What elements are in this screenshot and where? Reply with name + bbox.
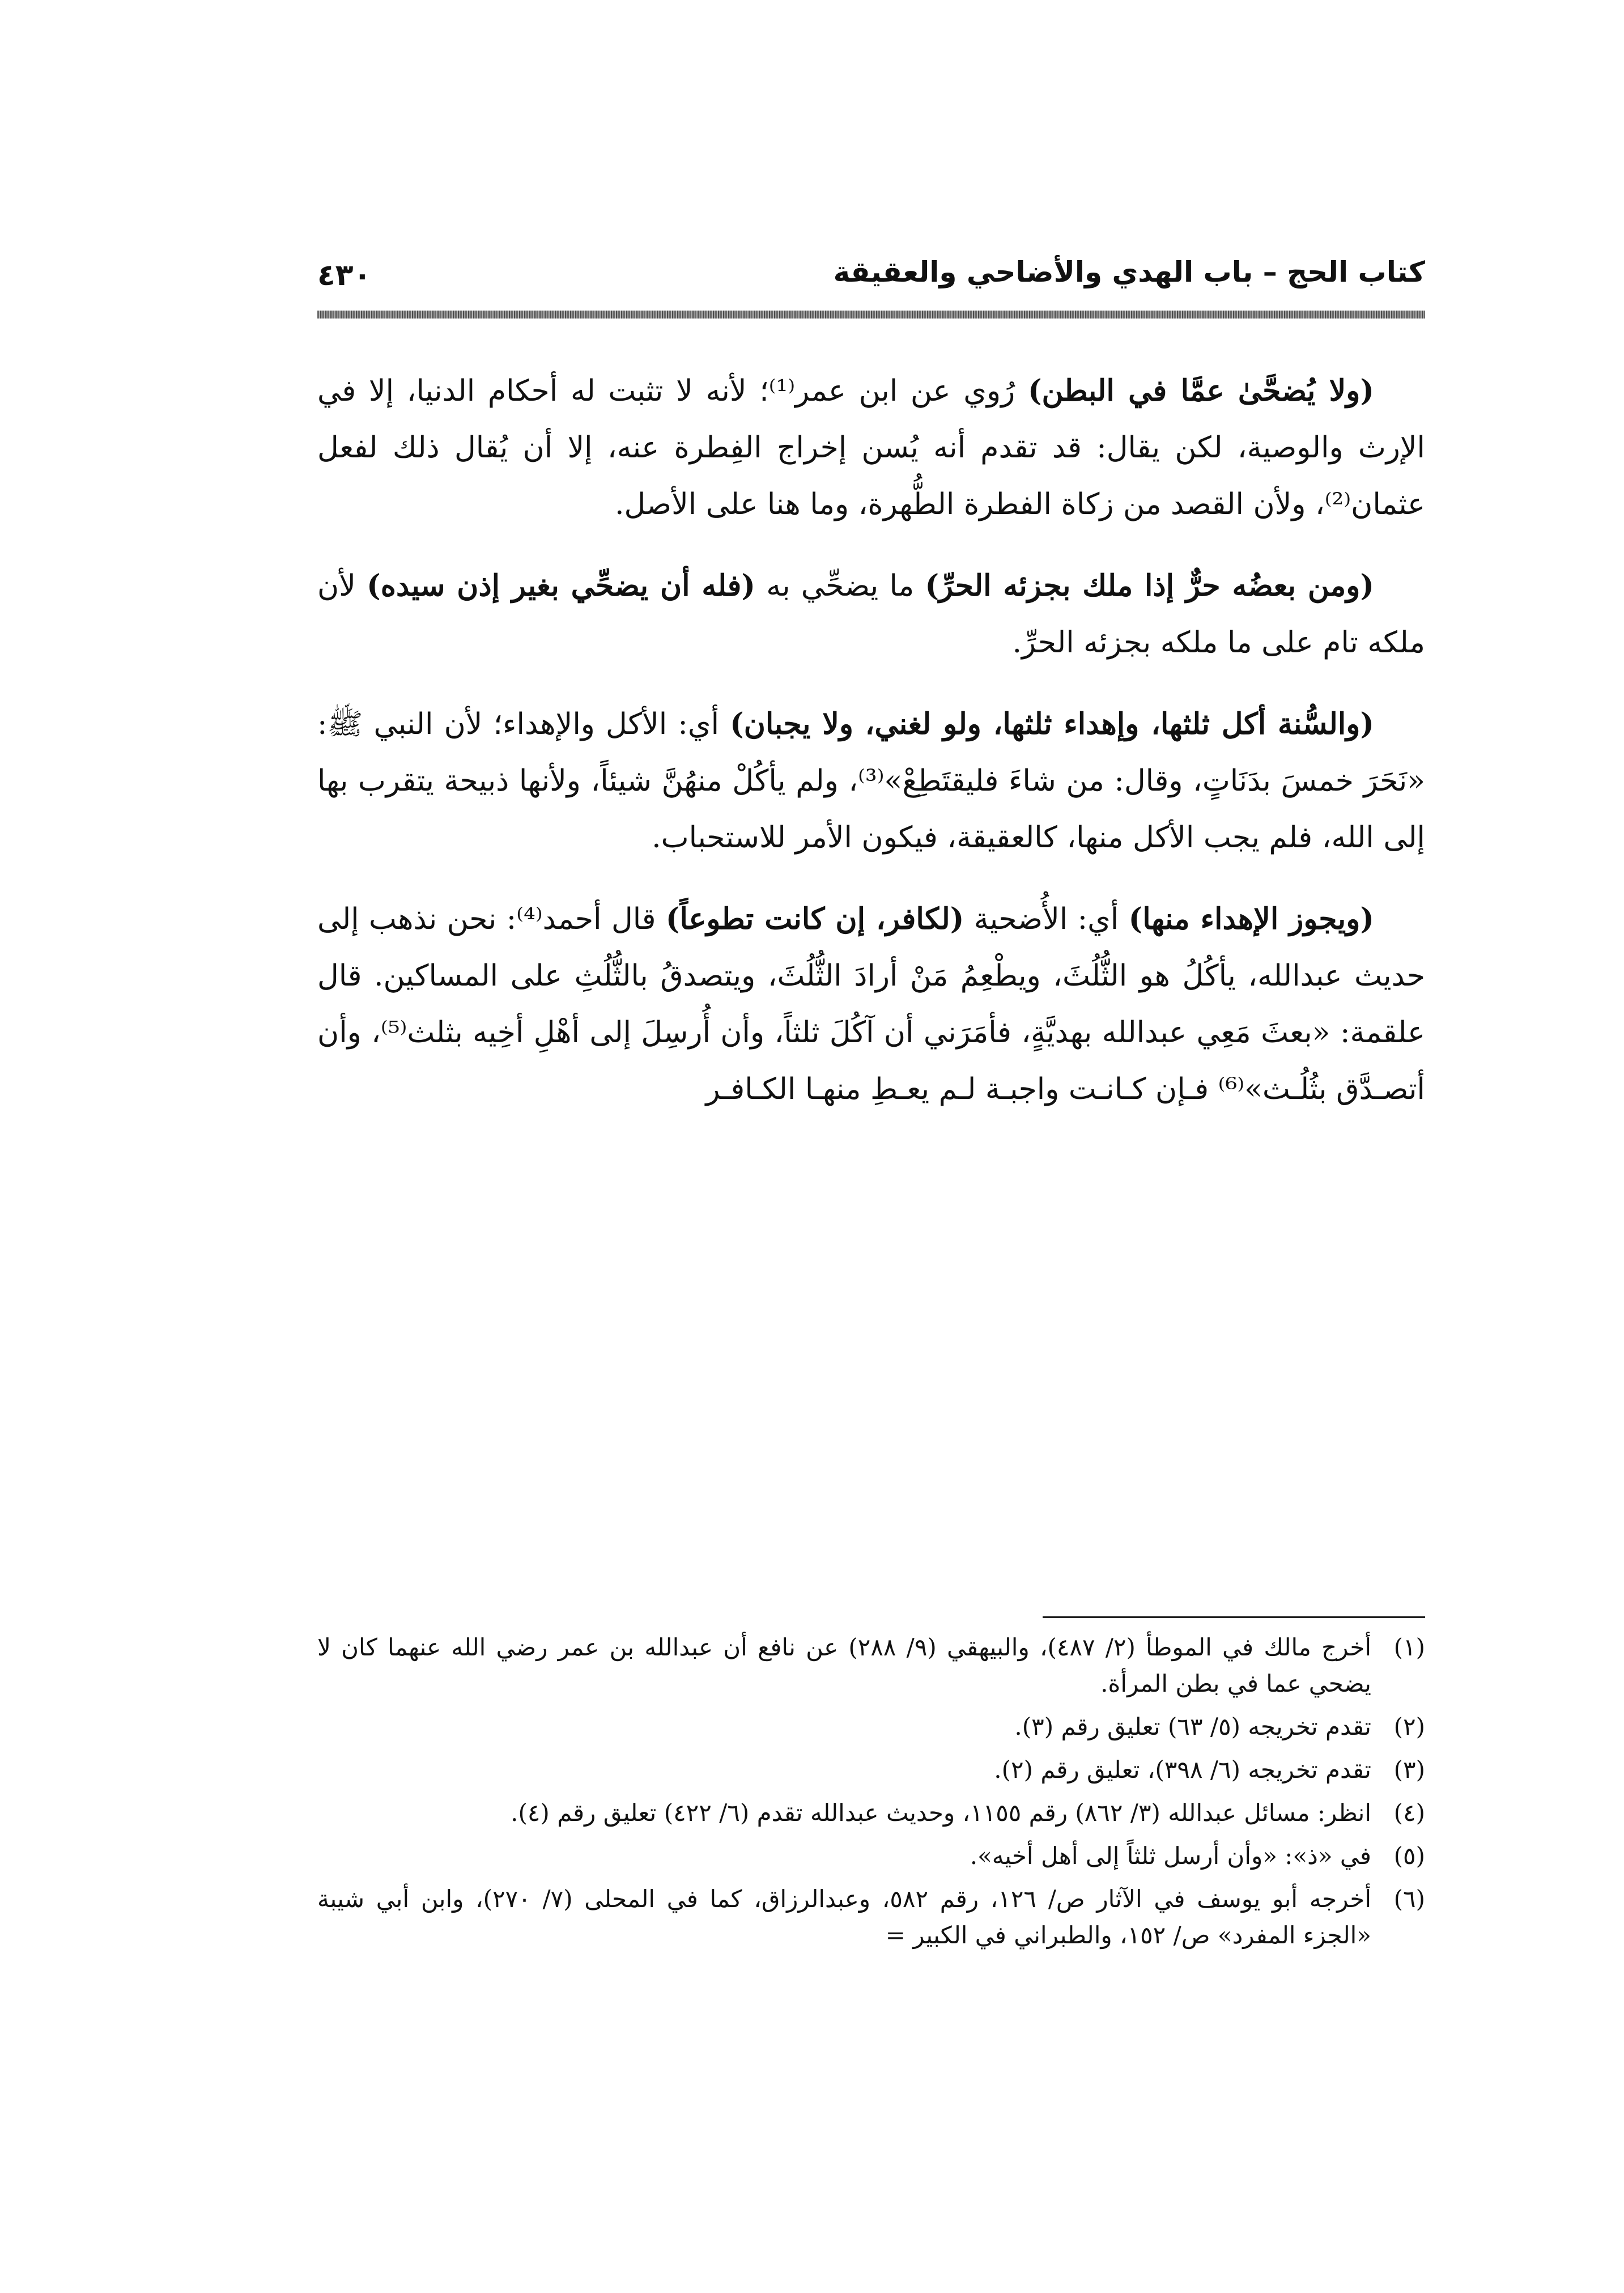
- sharh-text: رُوي عن ابن عمر⁽¹⁾؛ لأنه لا تثبت له أحكام الدنيا، إلا في الإرث والوصية، لكن يقال: قد تقدم أنه يُسن إخراج الفِطرة عنه، إلا أن يُقال ذلك لفعل عثمان⁽²⁾، ولأن القصد من زكاة الفطرة الطُّهرة، وما هنا على الأصل.: [317, 374, 1425, 521]
- page-header: [317, 249, 1425, 300]
- footnote-item: [317, 1752, 1425, 1788]
- sharh-text: لأن ملكه تام على ما ملكه بجزئه الحرِّ.: [317, 569, 1425, 660]
- footnote-text: أخرج مالك في الموطأ (٢/ ٤٨٧)، والبيهقي (٩/ ٢٨٨) عن نافع أن عبدالله بن عمر رضي الله عنهما كان لا يضحي عما في بطن المرأة.: [317, 1633, 1371, 1697]
- footnote-number: (٢): [1393, 1713, 1425, 1740]
- footnote-text: أخرجه أبو يوسف في الآثار ص/ ١٢٦، رقم ٥٨٢، وعبدالرزاق، كما في المحلى (٧/ ٢٧٠)، وابن أبي شيبة «الجزء المفرد» ص/ ١٥٢، والطبراني في الكبير =: [317, 1885, 1371, 1949]
- paragraph-1: [317, 363, 1425, 533]
- footnotes: [317, 1629, 1425, 1960]
- paragraph-3: [317, 696, 1425, 866]
- sharh-text: أي: الأكل والإهداء؛ لأن النبي ﷺ: «نَحَرَ خمسَ بدَنَاتٍ، وقال: من شاءَ فليقتَطِعْ»⁽³⁾، ولم يأكُلْ منهُنَّ شيئاً، ولأنها ذبيحة يتقرب بها إلى الله، فلم يجب الأكل منها، كالعقيقة، فيكون الأمر للاستحباب.: [317, 707, 1425, 855]
- footnote-number: (٤): [1393, 1799, 1425, 1827]
- footnote-number: (٣): [1393, 1756, 1425, 1784]
- footnote-item: [317, 1795, 1425, 1831]
- running-title: كتاب الحج – باب الهدي والأضاحي والعقيقة: [833, 256, 1425, 288]
- page-number: ٤٣٠: [317, 258, 372, 292]
- footnote-separator: [1043, 1616, 1425, 1618]
- footnote-item: [317, 1838, 1425, 1874]
- footnote-text: تقدم تخريجه (٥/ ٦٣) تعليق رقم (٣).: [1014, 1713, 1371, 1740]
- footnote-number: (٦): [1393, 1885, 1425, 1913]
- header-rule: [317, 311, 1425, 319]
- footnote-number: (٥): [1393, 1842, 1425, 1870]
- sharh-text: أي: الأُضحية: [964, 902, 1129, 936]
- footnote-item: [317, 1629, 1425, 1702]
- matn-text: (ولا يُضحَّىٰ عمَّا في البطن): [1027, 373, 1374, 408]
- matn-text: (لكافر، إن كانت تطوعاً): [665, 902, 964, 936]
- sharh-text: ما يضحِّي به: [755, 569, 925, 603]
- matn-text: (ويجوز الإهداء منها): [1128, 902, 1374, 936]
- sharh-text: قال أحمد⁽⁴⁾: نحن نذهب إلى حديث عبدالله، يأكُلُ هو الثُّلُثَ، ويطْعِمُ مَنْ أرادَ الثُّلُثَ، ويتصدقُ بالثُّلُثِ على المساكين. قال علقمة: «بعثَ مَعِي عبدالله بهديَّةٍ، فأمَرَني أن آكُلَ ثلثاً، وأن أُرسِلَ إلى أهْلِ أخِيه بثلث⁽⁵⁾، وأن أتصـدَّق بثُلُـث»⁽⁶⁾ فـإن كـانـت واجبـة لـم يعـطِ منهـا الكـافـر: [317, 902, 1425, 1106]
- matn-text: (فله أن يضحِّي بغير إذن سيده): [367, 568, 755, 603]
- footnote-text: انظر: مسائل عبدالله (٣/ ٨٦٢) رقم ١١٥٥، وحديث عبدالله تقدم (٦/ ٤٢٢) تعليق رقم (٤).: [511, 1799, 1371, 1827]
- paragraph-4: [317, 891, 1425, 1118]
- matn-text: (والسُّنة أكل ثلثها، وإهداء ثلثها، ولو لغني، ولا يجبان): [730, 707, 1374, 741]
- matn-text: (ومن بعضُه حرٌّ إذا ملك بجزئه الحرِّ): [925, 568, 1375, 603]
- footnote-text: تقدم تخريجه (٦/ ٣٩٨)، تعليق رقم (٢).: [994, 1756, 1371, 1784]
- main-text: [317, 363, 1425, 1118]
- footnote-number: (١): [1393, 1633, 1425, 1661]
- footnote-item: [317, 1709, 1425, 1745]
- paragraph-2: [317, 558, 1425, 671]
- footnote-text: في «ذ»: «وأن أرسل ثلثاً إلى أهل أخيه».: [970, 1842, 1371, 1870]
- footnote-item: [317, 1881, 1425, 1954]
